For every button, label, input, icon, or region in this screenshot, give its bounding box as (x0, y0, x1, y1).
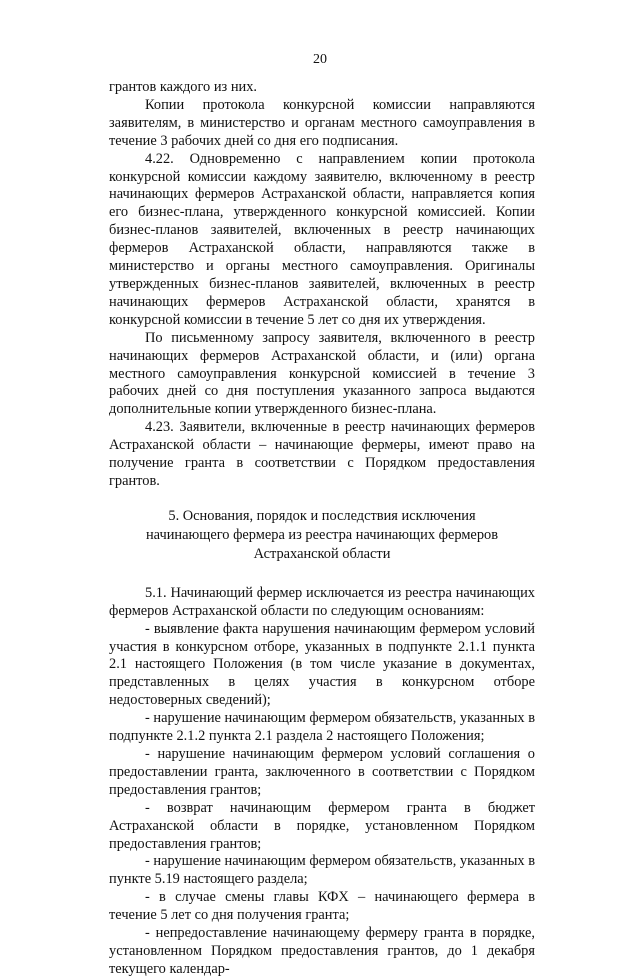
list-item-violation-conditions: - выявление факта нарушения начинающим фермером условий участия в конкурсном отборе, указанных в подпункте 2.1.1 пункта 2.1 настоящего Положения (в том числе указание в документах, представленных в целях участия в конкурсном отборе недостоверных сведений); (109, 620, 535, 709)
list-item-violation-agreement: - нарушение начинающим фермером условий соглашения о предоставлении гранта, заключенного в соответствии с Порядком предоставления грантов; (109, 746, 535, 798)
list-item-grant-not-provided: - непредоставление начинающему фермеру гранта в порядке, установленном Порядком предоставления грантов, до 1 декабря текущего календар- (109, 925, 535, 977)
paragraph-4-22: 4.22. Одновременно с направлением копии протокола конкурсной комиссии каждому заявителю, включенному в реестр начинающих фермеров Астраханской области, направляется копия его бизнес-плана, утвержденного конкурсной комиссией. Копии бизнес-планов заявителей, включенных в реестр начинающих фермеров Астраханской области, направляются также в министерство и органы местного самоуправления. Оригиналы утвержденных бизнес-планов заявителей, включенных в реестр начинающих фермеров Астраханской области, хранятся в конкурсной комиссии в течение 5 лет со дня их утверждения. (109, 150, 535, 328)
section-heading-line: 5. Основания, порядок и последствия исключения (168, 507, 476, 524)
page-number: 20 (313, 52, 327, 67)
list-item-obligations-5-19: - нарушение начинающим фермером обязательств, указанных в пункте 5.19 настоящего раздела; (109, 853, 535, 888)
section-heading (109, 507, 535, 564)
list-item-grant-return: - возврат начинающим фермером гранта в бюджет Астраханской области в порядке, установленном Порядком предоставления грантов; (109, 799, 535, 852)
list-item-violation-obligations: - нарушение начинающим фермером обязательств, указанных в подпункте 2.1.2 пункта 2.1 раздела 2 настоящего Положения; (109, 710, 535, 745)
list-item-head-change: - в случае смены главы КФХ – начинающего фермера в течение 5 лет со дня получения гранта; (109, 889, 535, 924)
paragraph-4-23: 4.23. Заявители, включенные в реестр начинающих фермеров Астраханской области – начинающие фермеры, имеют право на получение гранта в соответствии с Порядком предоставления грантов. (109, 419, 535, 489)
paragraph-protocol-copies: Копии протокола конкурсной комиссии направляются заявителям, в министерство и органам местного самоуправления в течение 3 рабочих дней со дня его подписания. (109, 96, 535, 149)
section-heading-line: Астраханской области (253, 545, 391, 562)
paragraph-written-request: По письменному запросу заявителя, включенного в реестр начинающих фермеров Астраханской области, и (или) органа местного самоуправления конкурсной комиссией в течение 3 рабочих дней со дня поступления указанного запроса выдаются дополнительные копии утвержденного бизнес-плана. (109, 329, 535, 418)
document-body (109, 79, 535, 979)
section-heading-line: начинающего фермера из реестра начинающих фермеров (145, 526, 499, 543)
paragraph-continuation: грантов каждого из них. (109, 79, 258, 95)
paragraph-5-1: 5.1. Начинающий фермер исключается из реестра начинающих фермеров Астраханской области по следующим основаниям: (109, 584, 535, 619)
